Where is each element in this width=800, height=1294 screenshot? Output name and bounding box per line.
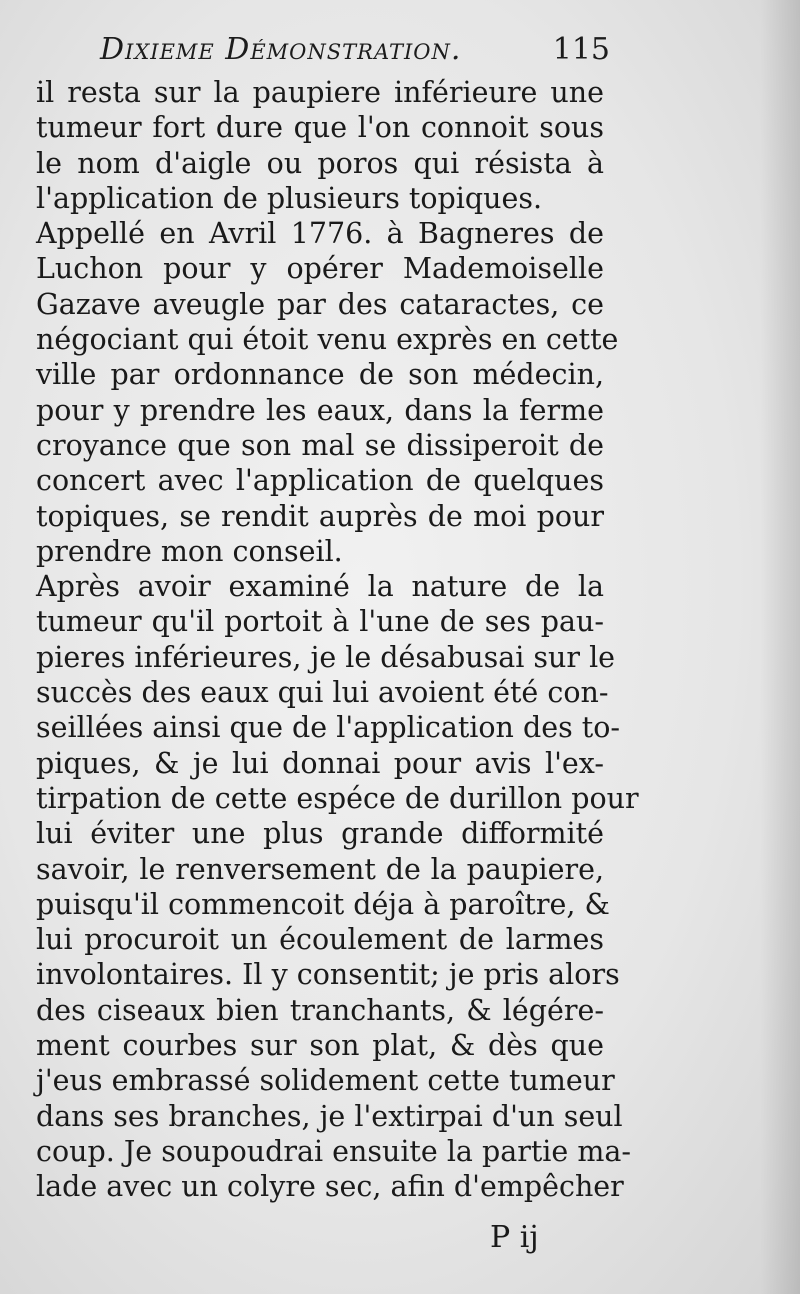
text-line: savoir, le renversement de la paupiere, <box>36 852 604 886</box>
text-line: l'application de plusieurs topiques. <box>36 181 543 215</box>
text-line: tumeur qu'il portoit à l'une de ses pau- <box>36 605 604 639</box>
text-line: lui éviter une plus grande difformité <box>36 817 604 851</box>
text-line: lade avec un colyre sec, afin d'empêcher <box>36 1170 624 1204</box>
page-edge-shadow <box>760 0 800 1294</box>
text-line: Appellé en Avril 1776. à Bagneres de <box>36 217 604 251</box>
text-line: piques, & je lui donnai pour avis l'ex- <box>36 746 604 780</box>
page-number: 115 <box>552 32 610 67</box>
text-line: ville par ordonnance de son médecin, <box>36 358 604 392</box>
text-line: Après avoir examiné la nature de la <box>36 570 604 604</box>
text-line: tumeur fort dure que l'on connoit sous <box>36 111 604 145</box>
body-text <box>36 75 639 1205</box>
running-header <box>100 30 610 70</box>
text-line: prendre mon conseil. <box>36 534 343 568</box>
text-line: Luchon pour y opérer Mademoiselle <box>36 252 604 286</box>
text-line: pieres inférieures, je le désabusai sur le <box>36 640 616 674</box>
text-line: croyance que son mal se dissiperoit de <box>36 428 604 462</box>
text-line: dans ses branches, je l'extirpai d'un seul <box>36 1099 623 1133</box>
text-line: topiques, se rendit auprès de moi pour <box>36 499 604 533</box>
text-line: involontaires. Il y consentit; je pris alors <box>36 958 620 992</box>
signature-mark: P ij <box>490 1220 539 1255</box>
text-line: des ciseaux bien tranchants, & légére- <box>36 993 604 1027</box>
text-line: succès des eaux qui lui avoient été con- <box>36 676 609 710</box>
text-line: coup. Je soupoudrai ensuite la partie ma- <box>36 1134 631 1168</box>
text-line: j'eus embrassé solidement cette tumeur <box>36 1064 615 1098</box>
text-line: tirpation de cette espéce de durillon pour <box>36 781 639 815</box>
text-line: ment courbes sur son plat, & dès que <box>36 1029 604 1063</box>
text-line: lui procuroit un écoulement de larmes <box>36 923 604 957</box>
text-line: Gazave aveugle par des cataractes, ce <box>36 287 604 321</box>
text-line: puisqu'il commencoit déja à paroître, & <box>36 887 610 921</box>
text-line: pour y prendre les eaux, dans la ferme <box>36 393 604 427</box>
text-line: négociant qui étoit venu exprès en cette <box>36 323 619 357</box>
text-line: concert avec l'application de quelques <box>36 464 604 498</box>
text-line: le nom d'aigle ou poros qui résista à <box>36 146 604 180</box>
running-title: Dixieme Démonstration. <box>100 32 462 67</box>
text-line: seillées ainsi que de l'application des to- <box>36 711 620 745</box>
text-line: il resta sur la paupiere inférieure une <box>36 76 604 109</box>
